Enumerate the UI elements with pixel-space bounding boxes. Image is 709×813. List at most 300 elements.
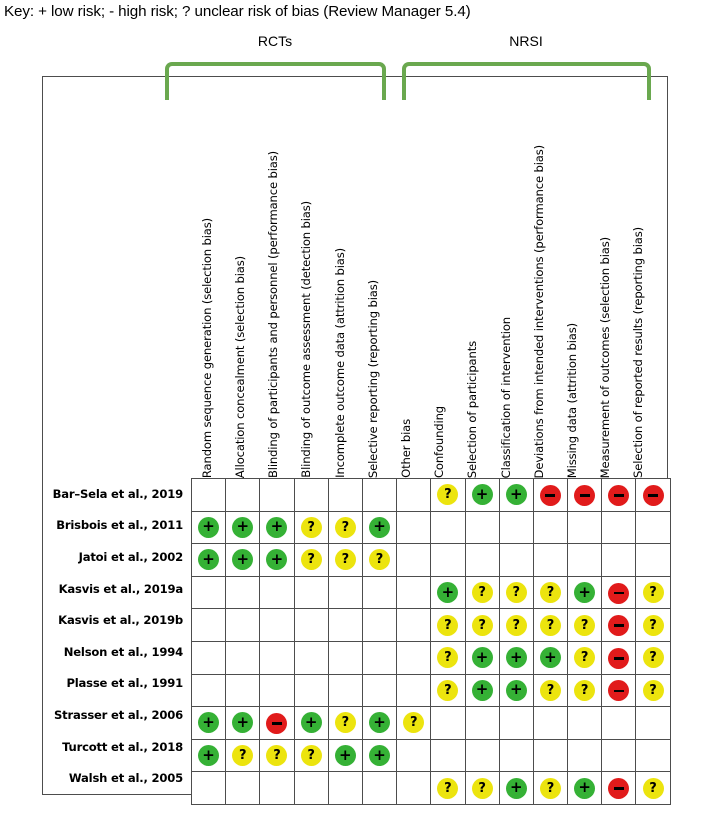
risk-cell [602, 511, 636, 544]
risk-cell [499, 576, 533, 609]
low-risk-symbol [198, 517, 219, 538]
risk-of-bias-grid-body [192, 479, 671, 805]
risk-cell [431, 511, 465, 544]
risk-glyph: ? [649, 780, 657, 796]
unclear-risk-symbol [643, 582, 664, 603]
risk-glyph: ? [649, 682, 657, 698]
group-bracket-rcts [165, 62, 386, 100]
low-risk-symbol [506, 680, 527, 701]
low-risk-symbol [335, 745, 356, 766]
risk-cell [465, 576, 499, 609]
risk-glyph [614, 624, 624, 627]
risk-cell [226, 707, 260, 740]
risk-cell [328, 609, 362, 642]
unclear-risk-symbol [301, 517, 322, 538]
risk-cell [226, 641, 260, 674]
risk-cell [636, 544, 670, 577]
column-header-label: Selection of participants [465, 340, 480, 478]
low-risk-symbol [472, 484, 493, 505]
risk-cell [192, 544, 226, 577]
low-risk-symbol [472, 647, 493, 668]
unclear-risk-symbol [643, 615, 664, 636]
risk-cell [192, 479, 226, 512]
risk-glyph: ? [546, 617, 555, 633]
low-risk-symbol [198, 745, 219, 766]
risk-cell [397, 576, 431, 609]
risk-glyph: ? [307, 552, 315, 568]
risk-cell [192, 674, 226, 707]
risk-cell [294, 674, 328, 707]
risk-cell [226, 609, 260, 642]
table-row [192, 511, 671, 544]
high-risk-symbol [608, 583, 629, 604]
low-risk-symbol [437, 582, 458, 603]
risk-cell [260, 511, 294, 544]
risk-cell [568, 674, 602, 707]
risk-cell [533, 772, 567, 805]
unclear-risk-symbol [643, 680, 664, 701]
risk-cell [226, 772, 260, 805]
risk-cell [397, 511, 431, 544]
risk-glyph: ? [580, 682, 589, 698]
risk-glyph: ? [375, 552, 384, 568]
risk-glyph: + [509, 484, 523, 503]
risk-glyph: + [441, 582, 455, 601]
low-risk-symbol [301, 712, 322, 733]
low-risk-symbol [540, 647, 561, 668]
column-header [324, 110, 357, 478]
risk-cell [636, 707, 670, 740]
low-risk-symbol [198, 549, 219, 570]
risk-cell [328, 641, 362, 674]
column-header [457, 110, 490, 478]
study-label: Turcott et al., 2018 [62, 739, 183, 754]
column-header-label: Confounding [432, 405, 447, 478]
risk-glyph: + [475, 647, 489, 666]
table-row [192, 707, 671, 740]
risk-glyph: + [475, 484, 489, 503]
table-row [192, 641, 671, 674]
column-header-label: Blinding of participants and personnel (performance bias) [266, 150, 281, 478]
risk-cell [636, 609, 670, 642]
table-row [192, 772, 671, 805]
risk-cell [465, 511, 499, 544]
unclear-risk-symbol [437, 647, 458, 668]
risk-glyph: + [236, 517, 250, 536]
risk-glyph: + [270, 517, 284, 536]
column-header [224, 110, 257, 478]
risk-cell [499, 511, 533, 544]
risk-cell [328, 511, 362, 544]
column-header-label: Incomplete outcome data (attrition bias) [332, 248, 347, 478]
risk-cell [226, 576, 260, 609]
risk-cell [328, 772, 362, 805]
low-risk-symbol [574, 778, 595, 799]
risk-cell [602, 739, 636, 772]
risk-cell [499, 544, 533, 577]
risk-cell [431, 674, 465, 707]
risk-cell [294, 544, 328, 577]
low-risk-symbol [369, 745, 390, 766]
risk-cell [431, 576, 465, 609]
low-risk-symbol [266, 517, 287, 538]
high-risk-symbol [643, 485, 664, 506]
risk-glyph: ? [444, 682, 452, 698]
group-bracket-nrsi [402, 62, 651, 100]
risk-cell [362, 511, 396, 544]
unclear-risk-symbol [540, 615, 561, 636]
risk-cell [499, 641, 533, 674]
risk-cell [260, 674, 294, 707]
risk-cell [602, 772, 636, 805]
unclear-risk-symbol [335, 549, 356, 570]
risk-cell [499, 772, 533, 805]
risk-glyph: + [509, 680, 523, 699]
column-header [390, 110, 423, 478]
risk-cell [294, 641, 328, 674]
risk-glyph [272, 722, 282, 725]
risk-glyph: + [373, 745, 386, 764]
high-risk-symbol [608, 615, 629, 636]
risk-cell [465, 707, 499, 740]
risk-glyph: ? [409, 715, 418, 731]
risk-cell [362, 641, 396, 674]
unclear-risk-symbol [369, 549, 390, 570]
risk-cell [260, 576, 294, 609]
risk-cell [192, 772, 226, 805]
risk-cell [362, 479, 396, 512]
unclear-risk-symbol [335, 712, 356, 733]
risk-cell [636, 772, 670, 805]
column-header-label: Deviations from intended interventions (performance bias) [531, 144, 546, 478]
study-label: Kasvis et al., 2019b [58, 613, 183, 628]
study-label: Brisbois et al., 2011 [56, 518, 183, 533]
risk-cell [362, 707, 396, 740]
risk-glyph: ? [546, 780, 555, 796]
risk-cell [499, 609, 533, 642]
risk-glyph [614, 787, 624, 790]
risk-cell [397, 739, 431, 772]
risk-cell [192, 511, 226, 544]
risk-glyph: ? [307, 519, 315, 535]
risk-glyph: + [509, 778, 523, 797]
risk-cell [397, 544, 431, 577]
unclear-risk-symbol [437, 778, 458, 799]
risk-glyph: ? [649, 617, 657, 633]
risk-cell [465, 674, 499, 707]
table-row [192, 544, 671, 577]
risk-cell [397, 479, 431, 512]
unclear-risk-symbol [574, 615, 595, 636]
risk-cell [294, 609, 328, 642]
risk-glyph [614, 592, 624, 595]
risk-cell [568, 707, 602, 740]
risk-cell [602, 641, 636, 674]
risk-cell [260, 739, 294, 772]
unclear-risk-symbol [643, 778, 664, 799]
risk-cell [226, 739, 260, 772]
study-label: Strasser et al., 2006 [53, 707, 183, 722]
risk-cell [499, 479, 533, 512]
risk-cell [328, 479, 362, 512]
unclear-risk-symbol [437, 484, 458, 505]
high-risk-symbol [608, 485, 629, 506]
low-risk-symbol [506, 778, 527, 799]
column-header-label: Selection of reported results (reporting bias) [631, 227, 646, 478]
column-header-label: Selective reporting (reporting bias) [365, 279, 380, 478]
risk-cell [568, 576, 602, 609]
risk-cell [602, 609, 636, 642]
risk-cell [533, 739, 567, 772]
risk-glyph: ? [341, 552, 350, 568]
risk-glyph: ? [546, 682, 555, 698]
unclear-risk-symbol [574, 647, 595, 668]
unclear-risk-symbol [472, 778, 493, 799]
risk-glyph: + [475, 680, 489, 699]
risk-cell [431, 739, 465, 772]
risk-cell [431, 544, 465, 577]
unclear-risk-symbol [540, 680, 561, 701]
low-risk-symbol [506, 647, 527, 668]
high-risk-symbol [608, 778, 629, 799]
risk-cell [568, 739, 602, 772]
unclear-risk-symbol [437, 680, 458, 701]
column-header-label: Allocation concealment (selection bias) [232, 255, 247, 478]
risk-glyph: + [202, 549, 215, 568]
column-header [490, 110, 523, 478]
risk-cell [192, 707, 226, 740]
risk-glyph: ? [512, 585, 521, 601]
low-risk-symbol [198, 712, 219, 733]
column-header [423, 110, 456, 478]
column-header [589, 110, 622, 478]
risk-cell [294, 511, 328, 544]
risk-glyph [648, 494, 658, 497]
risk-glyph: ? [341, 519, 350, 535]
risk-glyph: + [202, 712, 215, 731]
risk-cell [465, 544, 499, 577]
risk-cell [192, 641, 226, 674]
study-label: Bar–Sela et al., 2019 [52, 486, 183, 501]
risk-cell [397, 609, 431, 642]
risk-cell [294, 576, 328, 609]
risk-cell [362, 739, 396, 772]
risk-cell [328, 576, 362, 609]
risk-cell [602, 674, 636, 707]
risk-cell [192, 576, 226, 609]
risk-cell [294, 739, 328, 772]
study-label: Jatoi et al., 2002 [78, 549, 183, 564]
risk-glyph [614, 657, 624, 660]
risk-glyph: + [373, 712, 386, 731]
risk-glyph: ? [478, 585, 486, 601]
high-risk-symbol [574, 485, 595, 506]
risk-glyph: + [544, 647, 557, 666]
unclear-risk-symbol [574, 680, 595, 701]
high-risk-symbol [608, 680, 629, 701]
risk-cell [260, 707, 294, 740]
risk-cell [533, 576, 567, 609]
risk-glyph: + [304, 712, 318, 731]
table-row [192, 609, 671, 642]
risk-cell [328, 544, 362, 577]
low-risk-symbol [232, 549, 253, 570]
column-header-label: Random sequence generation (selection bias) [199, 217, 214, 478]
risk-cell [499, 707, 533, 740]
risk-cell [465, 609, 499, 642]
risk-cell [362, 609, 396, 642]
risk-glyph: ? [444, 487, 452, 503]
risk-cell [533, 544, 567, 577]
column-header-label: Classification of intervention [498, 316, 513, 478]
unclear-risk-symbol [266, 745, 287, 766]
risk-cell [533, 479, 567, 512]
column-header [257, 110, 290, 478]
risk-cell [397, 772, 431, 805]
unclear-risk-symbol [540, 582, 561, 603]
risk-glyph: + [236, 549, 250, 568]
risk-cell [328, 739, 362, 772]
risk-cell [397, 641, 431, 674]
risk-cell [328, 674, 362, 707]
risk-cell [636, 479, 670, 512]
risk-cell [568, 544, 602, 577]
risk-cell [431, 479, 465, 512]
risk-cell [226, 479, 260, 512]
risk-glyph: ? [307, 748, 315, 764]
column-header [623, 110, 656, 478]
column-header-label: Measurement of outcomes (selection bias) [598, 236, 613, 478]
risk-glyph: ? [580, 617, 589, 633]
column-header [523, 110, 556, 478]
column-header [291, 110, 324, 478]
risk-cell [397, 674, 431, 707]
unclear-risk-symbol [643, 647, 664, 668]
unclear-risk-symbol [506, 582, 527, 603]
high-risk-symbol [266, 713, 287, 734]
risk-cell [499, 739, 533, 772]
risk-cell [602, 479, 636, 512]
unclear-risk-symbol [301, 549, 322, 570]
study-label: Kasvis et al., 2019a [58, 581, 183, 596]
risk-cell [362, 772, 396, 805]
risk-cell [602, 544, 636, 577]
risk-cell [568, 641, 602, 674]
risk-glyph [614, 494, 624, 497]
unclear-risk-symbol [403, 712, 424, 733]
risk-cell [192, 609, 226, 642]
risk-glyph: + [202, 517, 215, 536]
risk-glyph: + [236, 712, 250, 731]
risk-glyph: ? [478, 780, 486, 796]
risk-glyph: ? [444, 650, 452, 666]
risk-glyph: + [270, 549, 284, 568]
low-risk-symbol [574, 582, 595, 603]
risk-of-bias-grid [191, 478, 671, 805]
risk-cell [568, 772, 602, 805]
risk-cell [294, 772, 328, 805]
risk-glyph: + [373, 517, 386, 536]
risk-cell [533, 707, 567, 740]
group-label-nrsi: NRSI [509, 33, 543, 49]
risk-glyph: + [202, 745, 215, 764]
risk-glyph [545, 494, 555, 497]
risk-glyph: + [339, 745, 352, 764]
unclear-risk-symbol [335, 517, 356, 538]
unclear-risk-symbol [437, 615, 458, 636]
column-header-label: Other bias [398, 419, 413, 478]
unclear-risk-symbol [232, 745, 253, 766]
key-legend-text: Key: + low risk; - high risk; ? unclear risk of bias (Review Manager 5.4) [4, 3, 471, 20]
risk-cell [465, 739, 499, 772]
risk-cell [465, 641, 499, 674]
risk-cell [362, 544, 396, 577]
group-label-rcts: RCTs [257, 33, 293, 49]
table-row [192, 674, 671, 707]
risk-glyph: ? [444, 617, 452, 633]
study-label: Nelson et al., 1994 [63, 644, 183, 659]
risk-glyph [580, 494, 590, 497]
column-header-label: Blinding of outcome assessment (detection bias) [299, 201, 314, 478]
risk-cell [294, 479, 328, 512]
risk-glyph: ? [649, 585, 657, 601]
unclear-risk-symbol [506, 615, 527, 636]
table-row [192, 479, 671, 512]
risk-cell [533, 641, 567, 674]
low-risk-symbol [369, 712, 390, 733]
column-header [556, 110, 589, 478]
unclear-risk-symbol [472, 582, 493, 603]
risk-cell [260, 479, 294, 512]
risk-glyph: ? [444, 780, 452, 796]
risk-glyph: ? [580, 650, 589, 666]
low-risk-symbol [266, 549, 287, 570]
risk-cell [431, 707, 465, 740]
risk-glyph: ? [546, 585, 555, 601]
risk-cell [636, 739, 670, 772]
column-headers [191, 110, 656, 478]
risk-cell [260, 641, 294, 674]
risk-cell [533, 609, 567, 642]
risk-cell [636, 641, 670, 674]
risk-cell [636, 674, 670, 707]
risk-cell [431, 772, 465, 805]
low-risk-symbol [472, 680, 493, 701]
risk-cell [465, 772, 499, 805]
risk-glyph: ? [512, 617, 521, 633]
risk-glyph [614, 690, 624, 693]
risk-cell [568, 511, 602, 544]
risk-glyph: ? [478, 617, 486, 633]
column-header [191, 110, 224, 478]
risk-cell [328, 707, 362, 740]
risk-cell [602, 707, 636, 740]
risk-cell [602, 576, 636, 609]
risk-cell [465, 479, 499, 512]
risk-cell [568, 479, 602, 512]
low-risk-symbol [506, 484, 527, 505]
risk-cell [499, 674, 533, 707]
unclear-risk-symbol [472, 615, 493, 636]
risk-cell [260, 544, 294, 577]
risk-glyph: ? [341, 715, 350, 731]
high-risk-symbol [608, 648, 629, 669]
risk-cell [192, 739, 226, 772]
risk-cell [636, 576, 670, 609]
high-risk-symbol [540, 485, 561, 506]
unclear-risk-symbol [540, 778, 561, 799]
risk-cell [294, 707, 328, 740]
